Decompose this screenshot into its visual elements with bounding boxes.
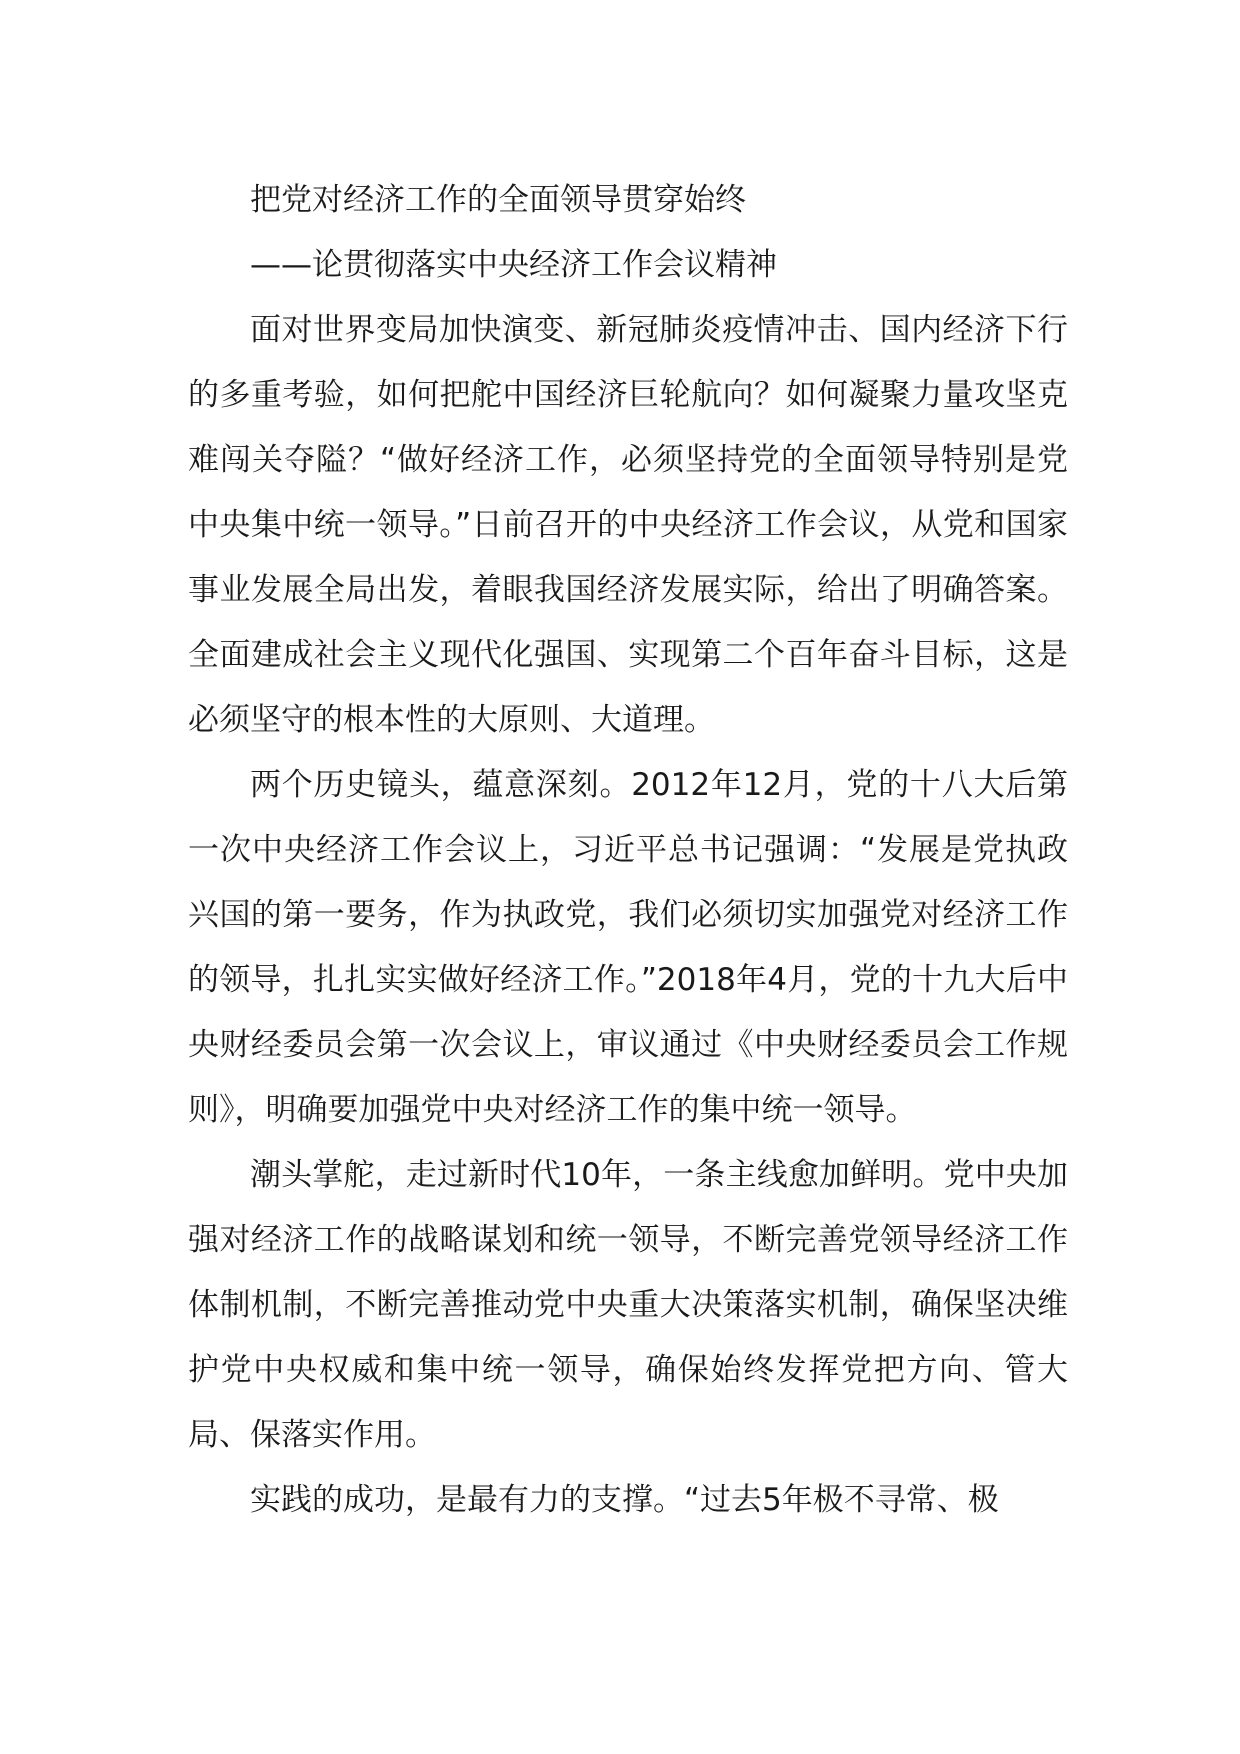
paragraph-2: 两个历史镜头，蕴意深刻。2012年12月，党的十八大后第一次中央经济工作会议上，习近平总书记强调：“发展是党执政兴国的第一要务，作为执政党，我们必须切实加强党对经济工作的领导，扎扎实实做好经济工作。”2018年4月，党的十九大后中央财经委员会第一次会议上，审议通过《中央财经委员会工作规则》，明确要加强党中央对经济工作的集中统一领导。 (188, 767, 1068, 1128)
document-page (188, 168, 1068, 1533)
paragraph-4: 实践的成功，是最有力的支撑。“过去5年极不寻常、极 (250, 1482, 999, 1518)
document-subtitle: ——论贯彻落实中央经济工作会议精神 (250, 247, 777, 283)
paragraph-3: 潮头掌舵，走过新时代10年，一条主线愈加鲜明。党中央加强对经济工作的战略谋划和统一领导，不断完善党领导经济工作体制机制，不断完善推动党中央重大决策落实机制，确保坚决维护党中央权威和集中统一领导，确保始终发挥党把方向、管大局、保落实作用。 (188, 1157, 1068, 1453)
document-title: 把党对经济工作的全面领导贯穿始终 (250, 182, 746, 218)
paragraph-1: 面对世界变局加快演变、新冠肺炎疫情冲击、国内经济下行的多重考验，如何把舵中国经济巨轮航向？如何凝聚力量攻坚克难闯关夺隘？“做好经济工作，必须坚持党的全面领导特别是党中央集中统一领导。”日前召开的中央经济工作会议，从党和国家事业发展全局出发，着眼我国经济发展实际，给出了明确答案。全面建成社会主义现代化强国、实现第二个百年奋斗目标，这是必须坚守的根本性的大原则、大道理。 (188, 312, 1068, 738)
